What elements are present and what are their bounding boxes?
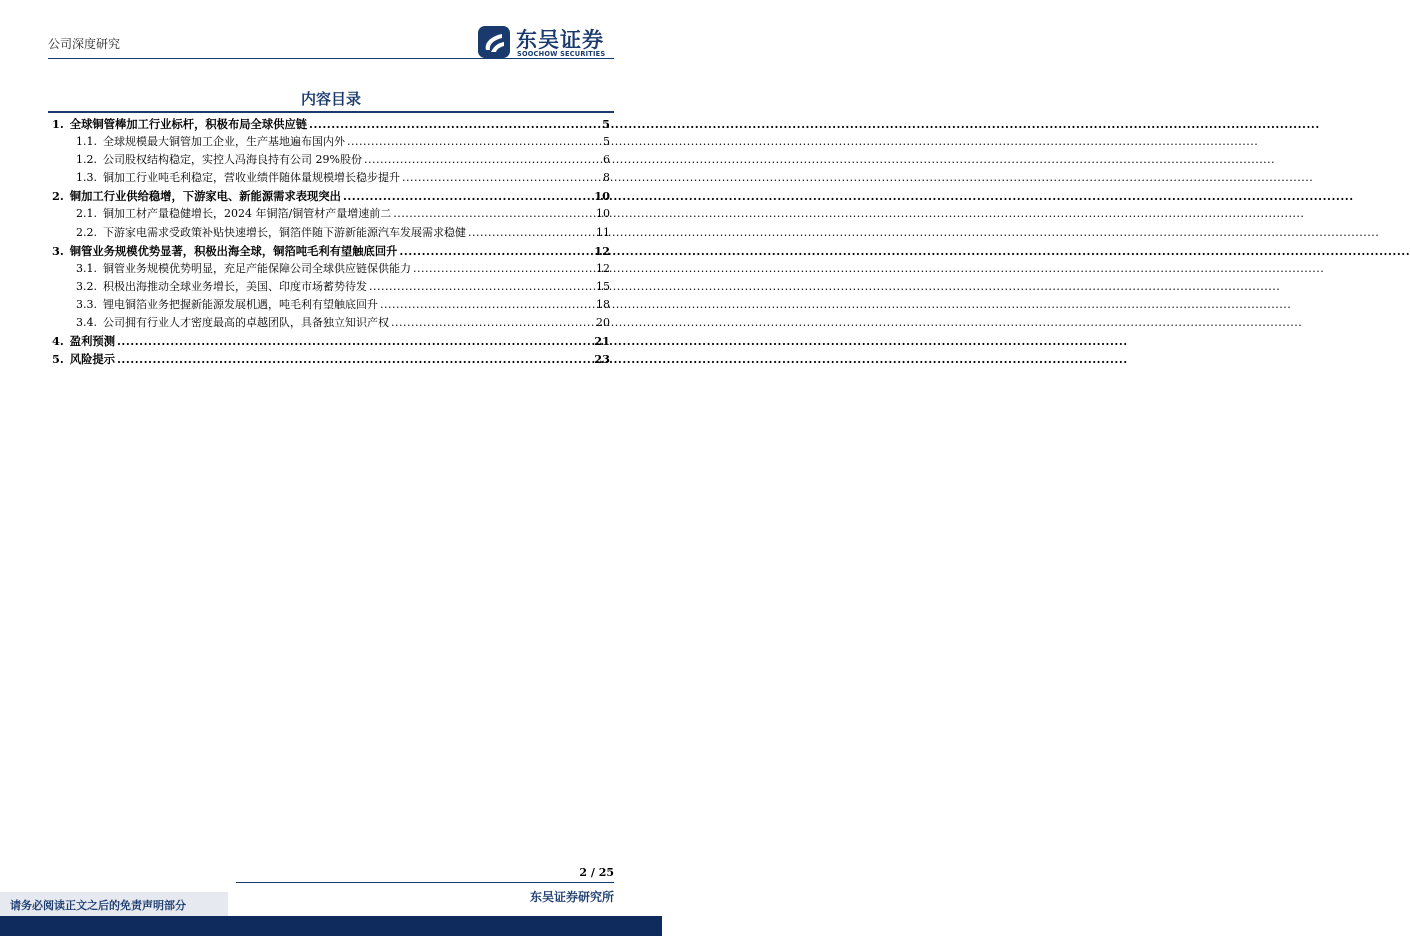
toc-entry-page: 6 — [603, 153, 610, 167]
table-of-contents — [52, 115, 610, 368]
toc-leader-dots — [393, 205, 594, 223]
toc-entry-number: 3.1. — [76, 261, 97, 275]
toc-leader-dots — [347, 133, 601, 151]
toc-title-divider — [48, 111, 614, 113]
toc-entry-page: 12 — [596, 261, 610, 275]
toc-entry-page: 5 — [602, 117, 610, 131]
toc-entry-number: 4. — [52, 334, 64, 349]
toc-entry-number: 3.4. — [76, 316, 97, 330]
soochow-logo-icon — [476, 24, 512, 60]
toc-entry-page: 10 — [594, 189, 610, 204]
toc-entry-page: 11 — [596, 225, 610, 239]
toc-entry-title: 铜管业务规模优势显著，积极出海全球，铜箔吨毛利有望触底回升 — [69, 243, 398, 258]
toc-entry-4[interactable] — [52, 332, 610, 350]
toc-entry-3[interactable] — [52, 242, 610, 260]
toc-entry-title: 全球铜管棒加工行业标杆，积极布局全球供应链 — [69, 117, 308, 131]
toc-entry-title: 公司拥有行业人才密度最高的卓越团队，具备独立知识产权 — [103, 316, 389, 330]
toc-entry-page: 5 — [603, 135, 610, 149]
report-type-label: 公司深度研究 — [48, 37, 121, 51]
toc-leader-dots — [117, 332, 592, 350]
toc-entry-number: 2.2. — [76, 225, 97, 239]
toc-entry-title: 铜加工行业供给稳增，下游家电、新能源需求表现突出 — [69, 189, 341, 204]
toc-entry-3-1[interactable] — [52, 260, 610, 278]
toc-entry-page: 12 — [594, 243, 610, 258]
footer-company-name: 东吴证券研究所 — [529, 890, 614, 904]
footer-divider — [236, 882, 614, 883]
toc-entry-3-2[interactable] — [52, 278, 610, 296]
toc-leader-dots — [391, 314, 594, 332]
company-logo — [476, 24, 616, 60]
toc-entry-title: 积极出海推动全球业务增长，美国、印度市场蓄势待发 — [103, 279, 367, 293]
toc-entry-1-2[interactable] — [52, 151, 610, 169]
toc-entry-number: 1.3. — [76, 171, 97, 185]
toc-leader-dots — [343, 187, 592, 205]
toc-entry-page: 10 — [596, 207, 610, 221]
toc-entry-number: 5. — [52, 352, 64, 367]
toc-leader-dots — [413, 260, 594, 278]
toc-leader-dots — [369, 278, 594, 296]
page-number: 2 / 25 — [579, 866, 614, 879]
toc-entry-title: 锂电铜箔业务把握新能源发展机遇，吨毛利有望触底回升 — [103, 297, 378, 311]
toc-entry-title: 铜加工材产量稳健增长，2024 年铜箔/铜管材产量增速前二 — [103, 207, 392, 221]
disclaimer-banner — [0, 892, 228, 916]
toc-entry-number: 1. — [52, 117, 64, 131]
toc-entry-title: 全球规模最大铜管加工企业，生产基地遍布国内外 — [103, 135, 345, 149]
toc-entry-number: 2.1. — [76, 207, 97, 221]
toc-entry-2[interactable] — [52, 187, 610, 205]
toc-leader-dots — [402, 169, 601, 187]
toc-leader-dots — [364, 151, 601, 169]
toc-title: 内容目录 — [300, 90, 361, 108]
toc-entry-page: 8 — [603, 171, 610, 185]
toc-leader-dots — [309, 115, 600, 133]
toc-leader-dots — [468, 224, 594, 242]
toc-leader-dots — [399, 242, 592, 260]
toc-entry-number: 3.2. — [76, 279, 97, 293]
toc-entry-2-2[interactable] — [52, 224, 610, 242]
toc-entry-3-4[interactable] — [52, 314, 610, 332]
toc-entry-number: 3. — [52, 243, 64, 258]
toc-entry-page: 21 — [594, 334, 610, 349]
header-divider — [48, 58, 614, 59]
footer-color-bar — [0, 916, 662, 936]
toc-entry-1-1[interactable] — [52, 133, 610, 151]
toc-leader-dots — [117, 350, 592, 368]
toc-entry-2-1[interactable] — [52, 205, 610, 223]
toc-entry-number: 2. — [52, 189, 64, 204]
toc-entry-5[interactable] — [52, 350, 610, 368]
toc-entry-title: 铜加工行业吨毛利稳定，营收业绩伴随体量规模增长稳步提升 — [103, 171, 400, 185]
toc-entry-3-3[interactable] — [52, 296, 610, 314]
disclaimer-text: 请务必阅读正文之后的免责声明部分 — [10, 899, 186, 912]
toc-entry-page: 20 — [596, 316, 610, 330]
toc-entry-1[interactable] — [52, 115, 610, 133]
toc-entry-number: 1.1. — [76, 135, 97, 149]
toc-entry-title: 下游家电需求受政策补贴快速增长，铜箔伴随下游新能源汽车发展需求稳健 — [103, 225, 466, 239]
toc-entry-title: 盈利预测 — [69, 334, 115, 349]
toc-leader-dots — [380, 296, 594, 314]
logo-chinese-name: 东吴证券 — [516, 28, 604, 52]
toc-entry-number: 3.3. — [76, 297, 97, 311]
toc-entry-title: 铜管业务规模优势明显，充足产能保障公司全球供应链保供能力 — [103, 261, 411, 275]
toc-entry-page: 18 — [596, 297, 610, 311]
toc-entry-page: 15 — [596, 279, 610, 293]
toc-entry-number: 1.2. — [76, 153, 97, 167]
toc-entry-page: 23 — [594, 352, 610, 367]
logo-english-name: SOOCHOW SECURITIES — [517, 50, 606, 58]
toc-entry-1-3[interactable] — [52, 169, 610, 187]
toc-entry-title: 风险提示 — [69, 352, 115, 367]
toc-entry-title: 公司股权结构稳定，实控人冯海良持有公司 29%股份 — [103, 153, 362, 167]
